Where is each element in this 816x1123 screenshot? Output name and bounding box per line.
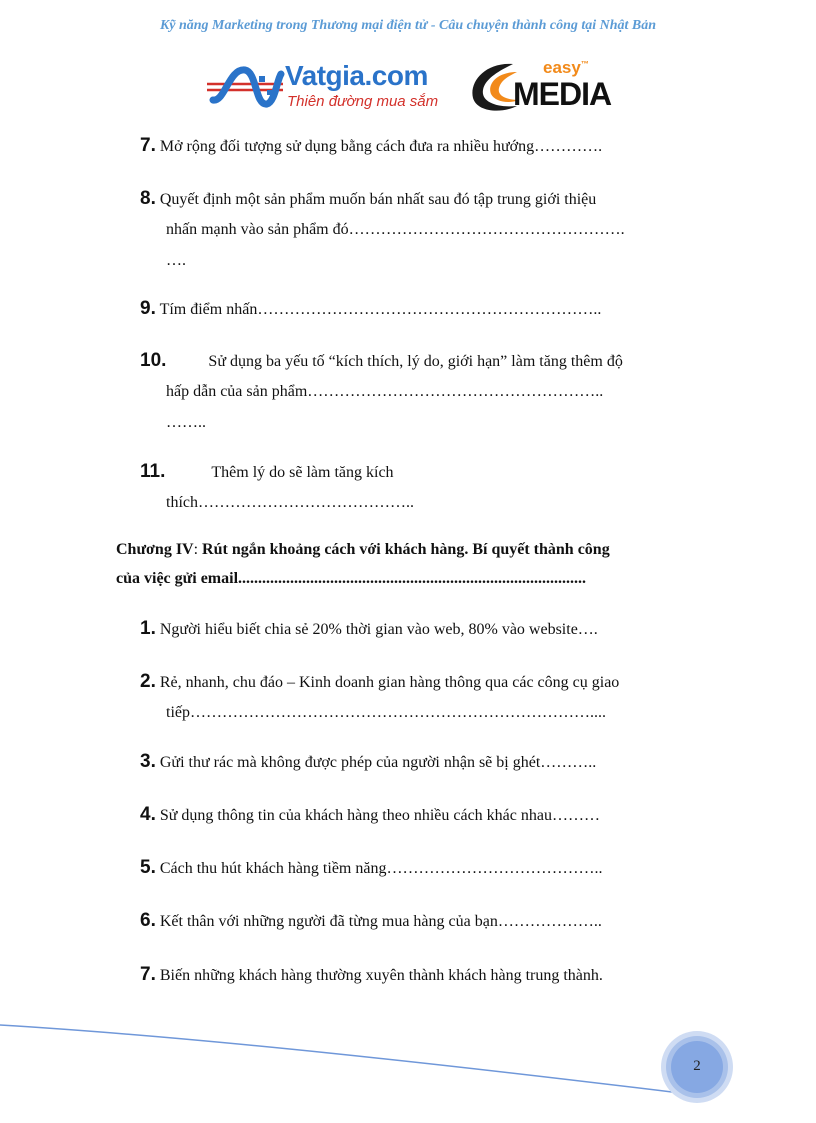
item-text: Cách thu hút khách hàng tiềm năng………………………………….. [155, 860, 603, 877]
item-text: Người hiểu biết chia sẻ 20% thời gian vào web, 80% vào website…. [155, 621, 598, 638]
item-text-continued: tiếp………………………………………………………………….... [166, 704, 606, 721]
item-text: Sử dụng thông tin của khách hàng theo nhiều cách khác nhau……… [155, 807, 600, 824]
page-number: 2 [693, 1058, 701, 1074]
item-text: Rẻ, nhanh, chu đáo – Kinh doanh gian hàng thông qua các công cụ giao [155, 674, 620, 691]
list-item [140, 456, 700, 511]
list-item [140, 799, 700, 831]
chapter-prefix: Chương IV [116, 541, 194, 558]
item-number: 7. [140, 135, 156, 156]
item-text: Biến những khách hàng thường xuyên thành khách hàng trung thành. [155, 967, 603, 984]
item-number: 6. [140, 910, 156, 931]
item-number: 10. [140, 350, 167, 371]
chapter-title-continued: của việc gửi email....................................................................................... [116, 570, 587, 587]
list-item [140, 959, 700, 991]
list-item [140, 183, 700, 269]
item-text: Gửi thư rác mà không được phép của người nhận sẽ bị ghét……….. [155, 754, 597, 771]
item-number: 5. [140, 857, 156, 878]
item-number: 9. [140, 298, 156, 319]
logo-bar [205, 58, 635, 116]
item-number: 3. [140, 751, 156, 772]
chapter-title: Rút ngắn khoảng cách với khách hàng. Bí quyết thành công [202, 541, 610, 558]
easymedia-logo [467, 58, 627, 116]
item-number: 8. [140, 188, 156, 209]
list-item [140, 345, 700, 431]
item-number: 2. [140, 671, 156, 692]
item-text: Mở rộng đối tượng sử dụng bằng cách đưa ra nhiều hướng…………. [155, 138, 603, 155]
item-text-continued: hấp dẫn của sản phẩm……………………………………………….. [166, 383, 604, 400]
list-item [140, 130, 700, 162]
list-item [140, 613, 700, 645]
easymedia-easy-text: easy™ [543, 58, 589, 77]
item-text: Tím điểm nhấn……………………………………………………….. [155, 301, 602, 318]
vatgia-logo [205, 60, 450, 114]
item-text: Kết thân với những người đã từng mua hàng của bạn……………….. [155, 913, 602, 930]
item-number: 7. [140, 964, 156, 985]
item-text-continued: nhấn mạnh vào sản phẩm đó……………………………………………. [166, 221, 625, 238]
list-item [140, 852, 700, 884]
vatgia-mark-icon [205, 60, 285, 114]
running-header: Kỹ năng Marketing trong Thương mại điện tử - Câu chuyện thành công tại Nhật Bản [159, 18, 657, 33]
item-number: 4. [140, 804, 156, 825]
list-item [140, 666, 700, 721]
item-text-continued: thích………………………………….. [166, 494, 414, 511]
chapter-heading: Chương IV: Rút ngắn khoảng cách với khách hàng. Bí quyết thành công của việc gửi email....................................................................................... [116, 535, 696, 593]
item-text-continued: …. [166, 252, 186, 269]
item-text: Quyết định một sản phẩm muốn bán nhất sau đó tập trung giới thiệu [155, 191, 597, 208]
vatgia-name: Vatgia.com [285, 60, 428, 91]
item-text-continued: …….. [166, 414, 206, 431]
item-number: 1. [140, 618, 156, 639]
list-item [140, 746, 700, 778]
item-text: Thêm lý do sẽ làm tăng kích [211, 464, 394, 481]
list-item [140, 293, 700, 325]
easymedia-media-text: MEDIA [513, 76, 612, 112]
item-text: Sử dụng ba yếu tố “kích thích, lý do, giới hạn” làm tăng thêm độ [208, 353, 623, 370]
vatgia-slogan: Thiên đường mua sắm [287, 93, 439, 110]
item-number: 11. [140, 461, 166, 482]
list-item [140, 905, 700, 937]
